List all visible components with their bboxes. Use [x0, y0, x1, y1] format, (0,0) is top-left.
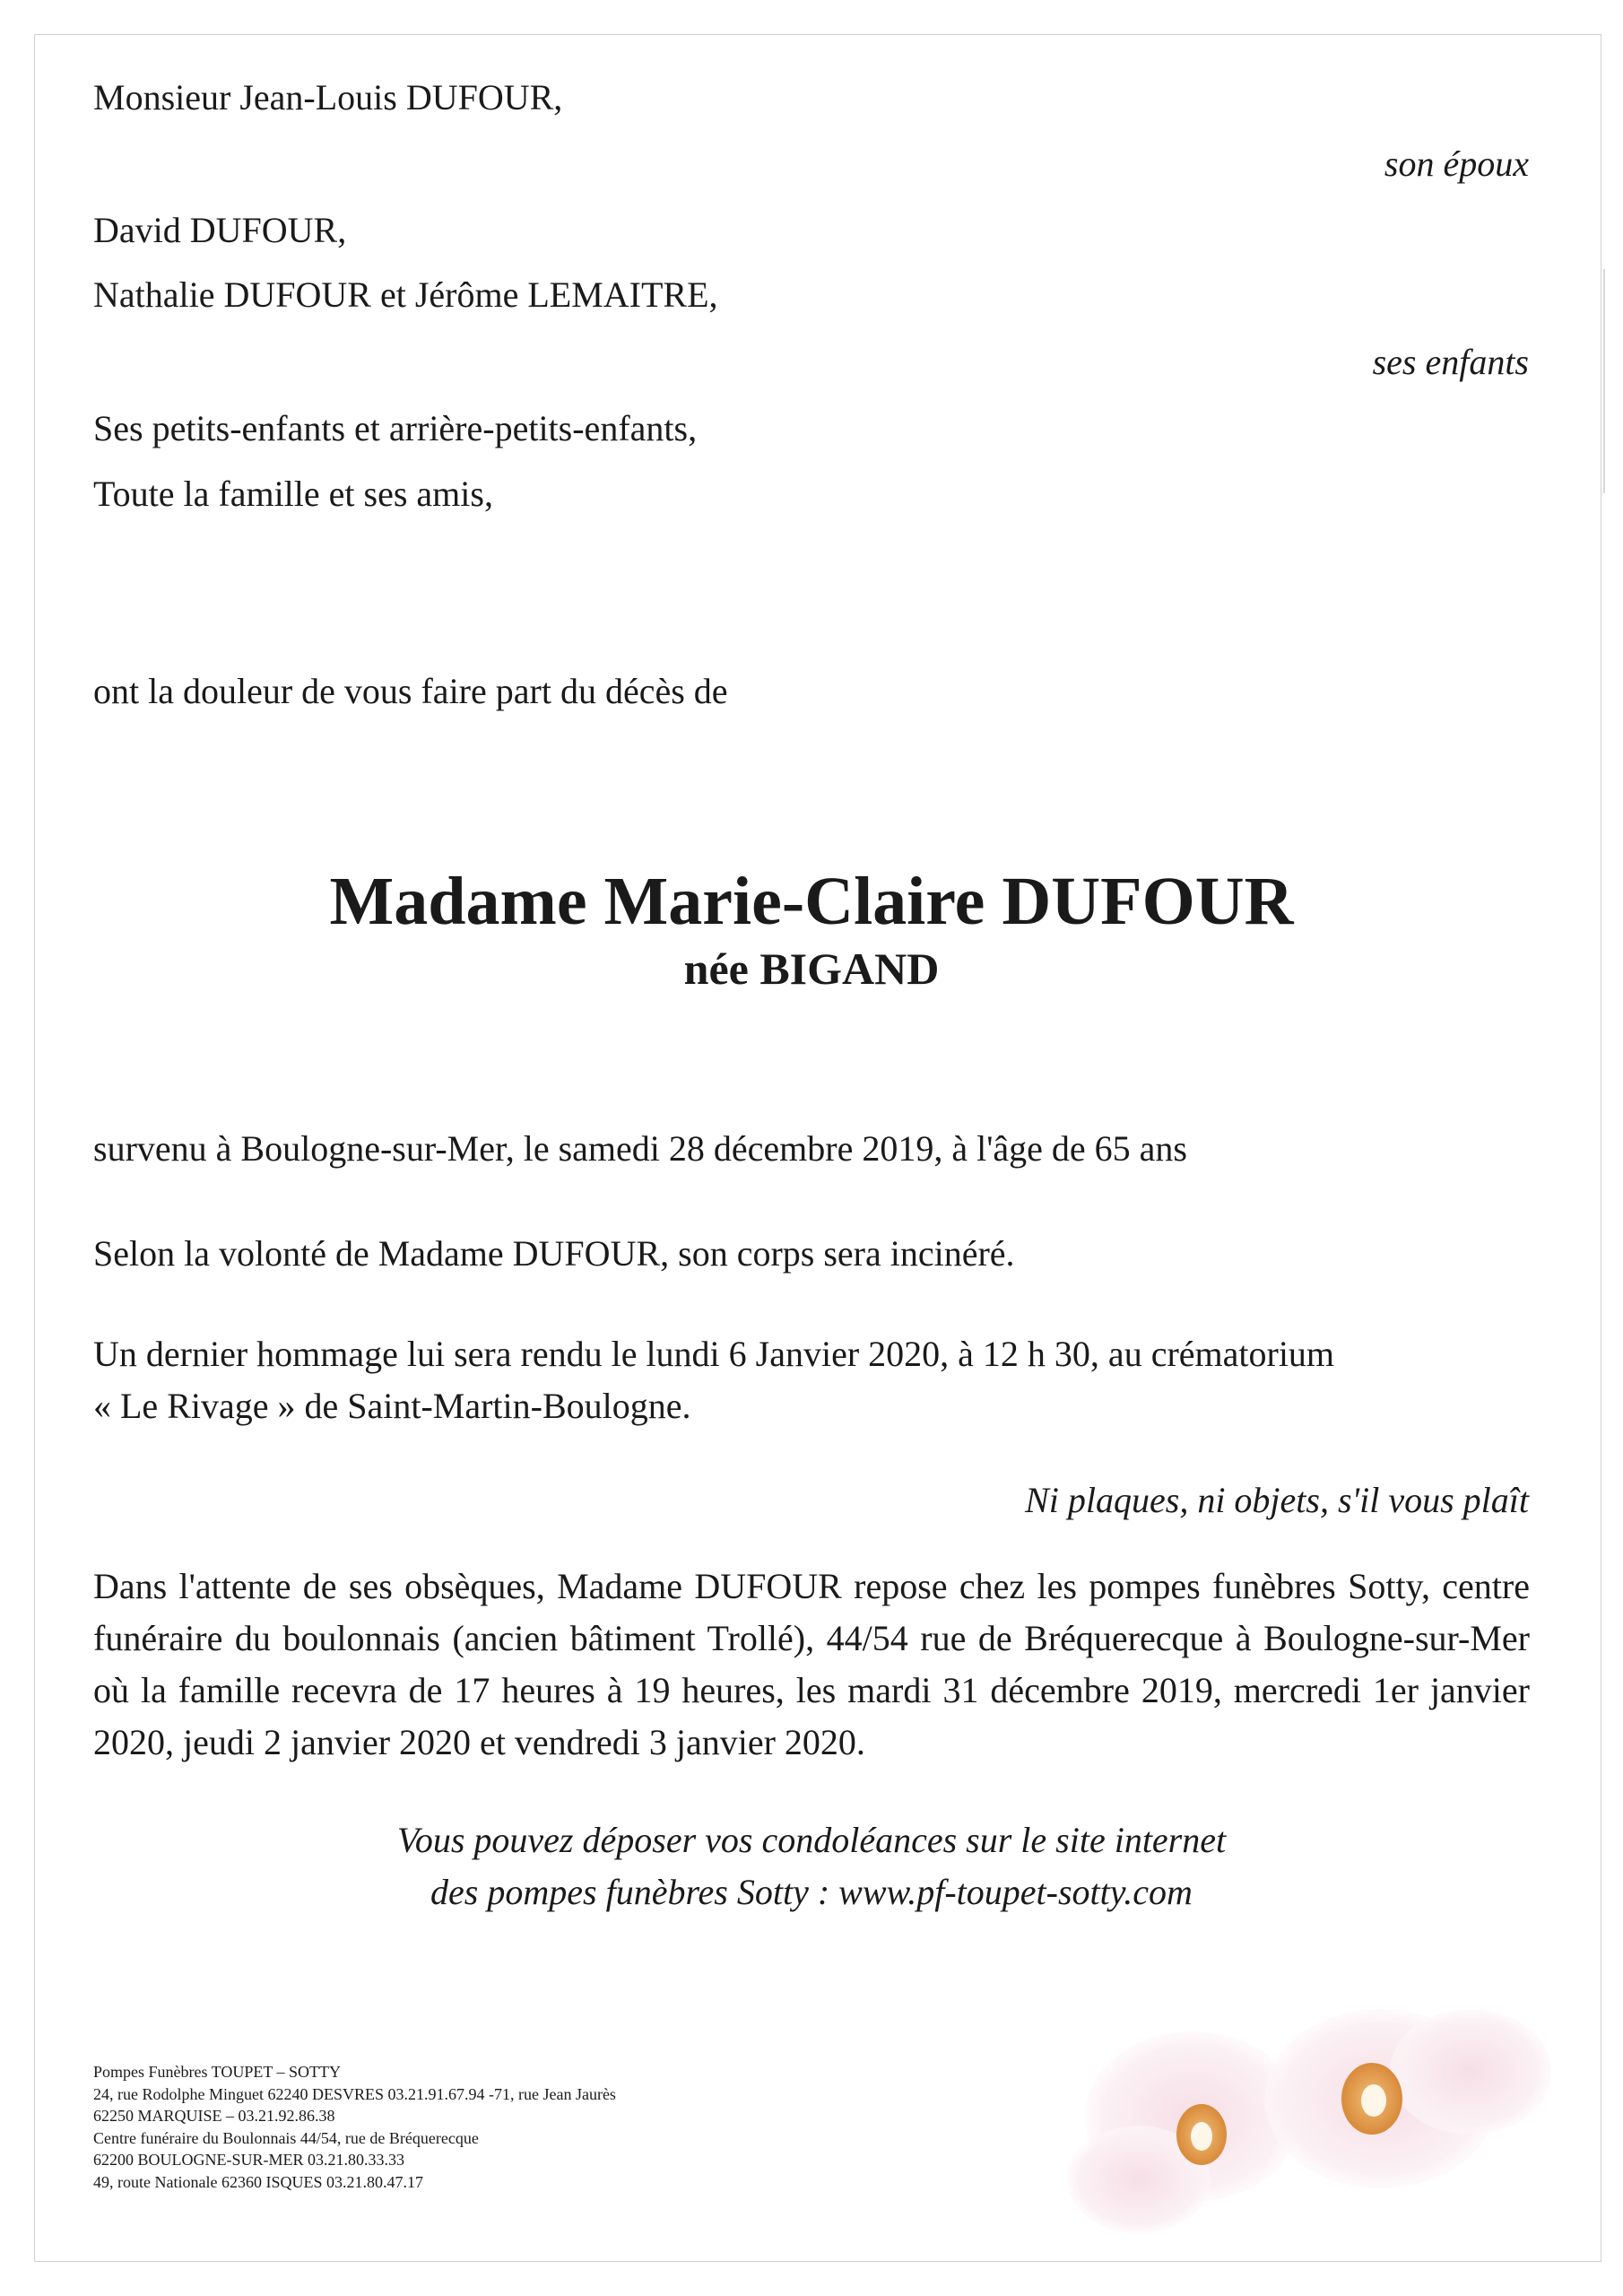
deceased-name: Madame Marie-Claire DUFOUR — [329, 864, 1294, 939]
children-role: ses enfants — [1372, 342, 1529, 382]
spouse-name: Monsieur Jean-Louis DUFOUR, — [93, 77, 563, 117]
footer-line: Pompes Funèbres TOUPET – SOTTY — [93, 2063, 342, 2081]
footer-line: 62250 MARQUISE – 03.21.92.86.38 — [93, 2107, 335, 2125]
death-details: survenu à Boulogne-sur-Mer, le samedi 28 décembre 2019, à l'âge de 65 ans — [93, 1128, 1187, 1169]
child-name-1: David DUFOUR, — [93, 210, 347, 250]
announcement-line: ont la douleur de vous faire part du décès de — [93, 671, 728, 711]
rest-paragraph: Dans l'attente de ses obsèques, Madame DUFOUR repose chez les pompes funèbres Sotty, centre funéraire du boulonnais (ancien bâtiment Trollé), 44/54 rue de Bréquerecque à Boulogne-sur-Mer où la famille recevra de 17 heures à 19 heures, les mardi 31 décembre 2019, mercredi 1er janvier 2020, jeudi 2 janvier 2020 et vendredi 3 janvier 2020. — [93, 1566, 1530, 1762]
condolences-line-1: Vous pouvez déposer vos condoléances sur le site internet — [396, 1820, 1227, 1860]
grandchildren-line: Ses petits-enfants et arrière-petits-enfants, — [93, 408, 698, 448]
funeral-home-address — [93, 2061, 616, 2193]
tribute-line-2: « Le Rivage » de Saint-Martin-Boulogne. — [93, 1386, 691, 1426]
footer-line: 49, route Nationale 62360 ISQUES 03.21.80.47.17 — [93, 2172, 423, 2191]
footer-line: 24, rue Rodolphe Minguet 62240 DESVRES 03.21.91.67.94 -71, rue Jean Jaurès — [93, 2084, 616, 2103]
birth-name: née BIGAND — [683, 944, 940, 994]
no-plaques-note: Ni plaques, ni objets, s'il vous plaît — [1025, 1480, 1529, 1520]
family-friends-line: Toute la famille et ses amis, — [93, 474, 493, 514]
tribute-line-1: Un dernier hommage lui sera rendu le lundi 6 Janvier 2020, à 12 h 30, au crématorium — [93, 1334, 1335, 1374]
orchid-left — [1067, 2031, 1300, 2233]
spouse-role: son époux — [1384, 144, 1529, 184]
orchid-right — [1264, 2009, 1551, 2188]
footer-line: 62200 BOULOGNE-SUR-MER 03.21.80.33.33 — [93, 2151, 405, 2169]
cremation-note: Selon la volonté de Madame DUFOUR, son corps sera incinéré. — [93, 1233, 1015, 1274]
scan-mark — [1603, 269, 1605, 493]
child-name-2: Nathalie DUFOUR et Jérôme LEMAITRE, — [93, 274, 718, 315]
condolences-line-2: des pompes funèbres Sotty : www.pf-toupet-sotty.com — [430, 1872, 1193, 1912]
orchid-flowers-image — [1058, 1973, 1560, 2260]
footer-line: Centre funéraire du Boulonnais 44/54, rue de Bréquerecque — [93, 2128, 479, 2147]
